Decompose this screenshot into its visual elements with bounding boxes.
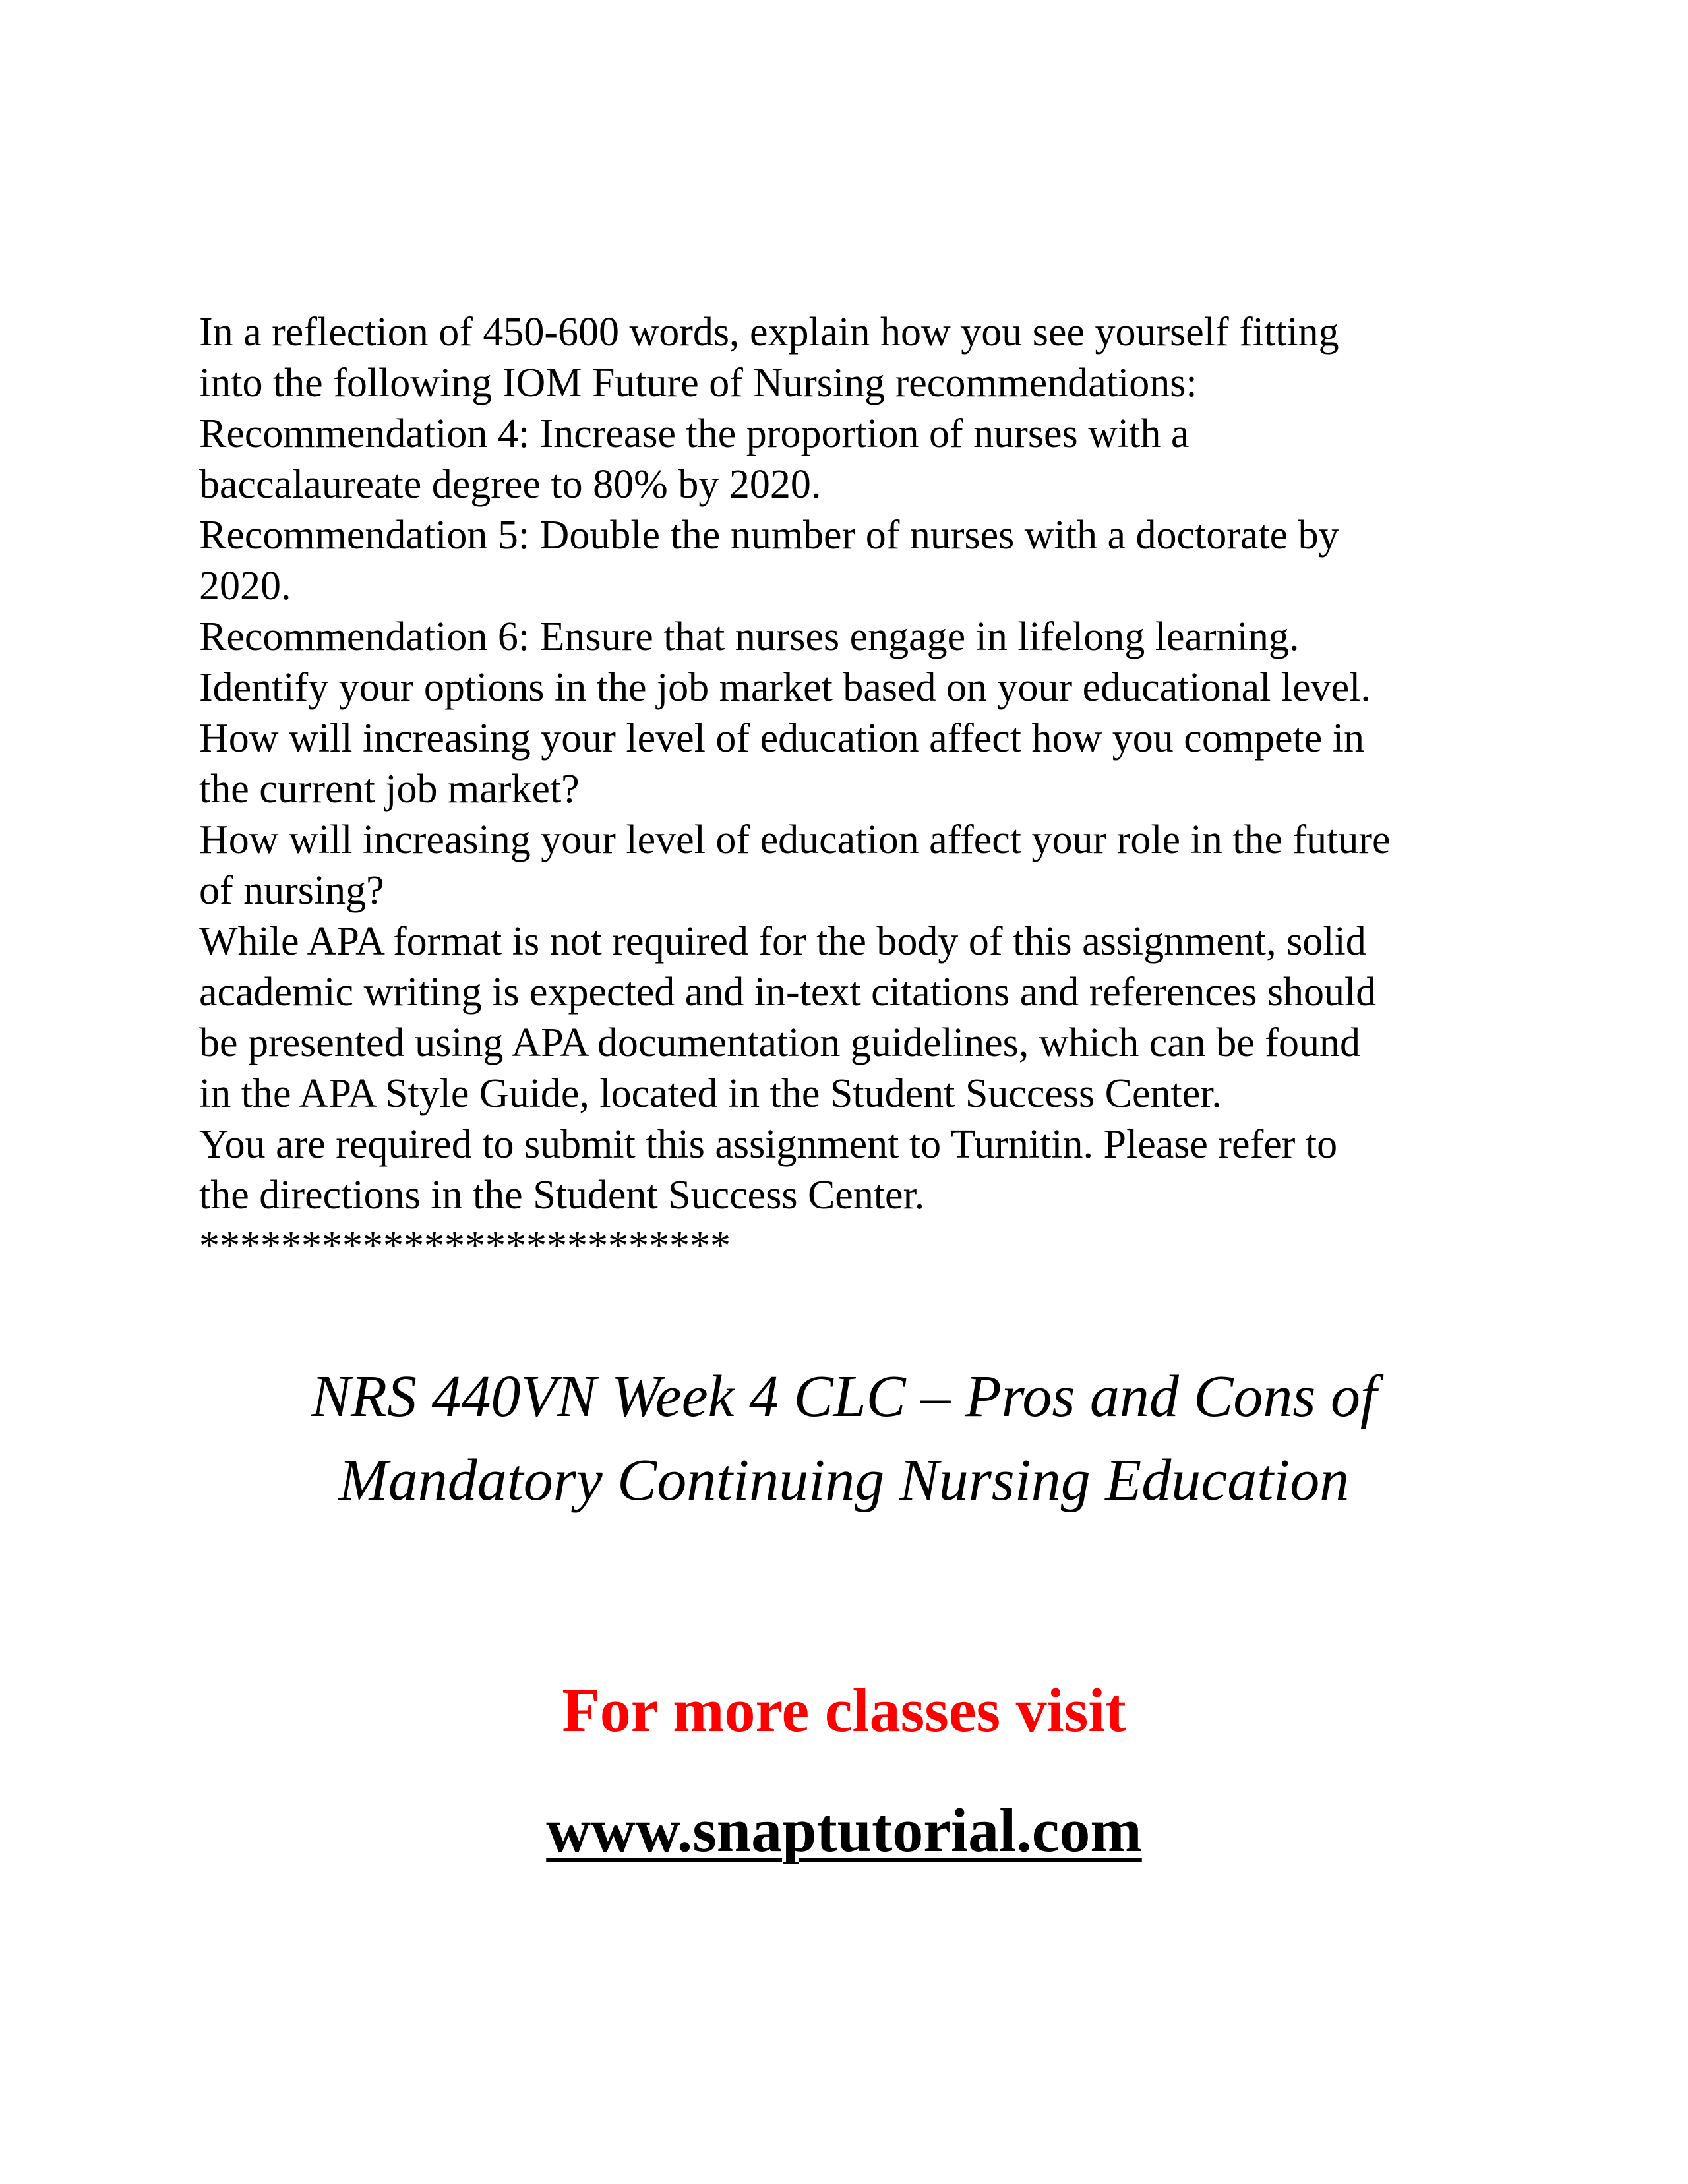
promo-link-container [0,1794,1688,1867]
instruction-line: How will increasing your level of education affect your role in the future [199,817,1391,862]
promo-text: For more classes visit [562,1676,1126,1745]
instruction-line: Recommendation 5: Double the number of nurses with a doctorate by [199,513,1339,558]
instruction-line: Identify your options in the job market based on your educational level. [199,665,1371,710]
instruction-line: How will increasing your level of education affect how you compete in [199,716,1365,761]
instruction-line: into the following IOM Future of Nursing recommendations: [199,361,1197,405]
asterisk-separator: ************************** [199,1224,731,1268]
title-line: Mandatory Continuing Nursing Education [338,1448,1350,1513]
instruction-line: Recommendation 6: Ensure that nurses engage in lifelong learning. [199,614,1300,659]
instruction-line: You are required to submit this assignment to Turnitin. Please refer to [199,1122,1338,1167]
instruction-line: Recommendation 4: Increase the proportion of nurses with a [199,411,1190,456]
instruction-line: In a reflection of 450-600 words, explain how you see yourself fitting [199,310,1339,355]
instruction-line: the directions in the Student Success Center. [199,1173,925,1218]
instruction-line: be presented using APA documentation guidelines, which can be found [199,1020,1360,1065]
instruction-line: baccalaureate degree to 80% by 2020. [199,462,822,507]
instruction-line: While APA format is not required for the body of this assignment, solid [199,919,1366,964]
instruction-line: in the APA Style Guide, located in the Student Success Center. [199,1071,1222,1116]
title-line: NRS 440VN Week 4 CLC – Pros and Cons of [311,1364,1377,1429]
instruction-line: academic writing is expected and in-text citations and references should [199,970,1377,1015]
instruction-line: of nursing? [199,868,384,913]
instruction-line: 2020. [199,564,291,608]
assignment-title [0,1355,1688,1522]
instruction-line: the current job market? [199,767,580,812]
assignment-instructions [199,307,1531,1272]
website-link[interactable]: www.snaptutorial.com [546,1796,1142,1865]
